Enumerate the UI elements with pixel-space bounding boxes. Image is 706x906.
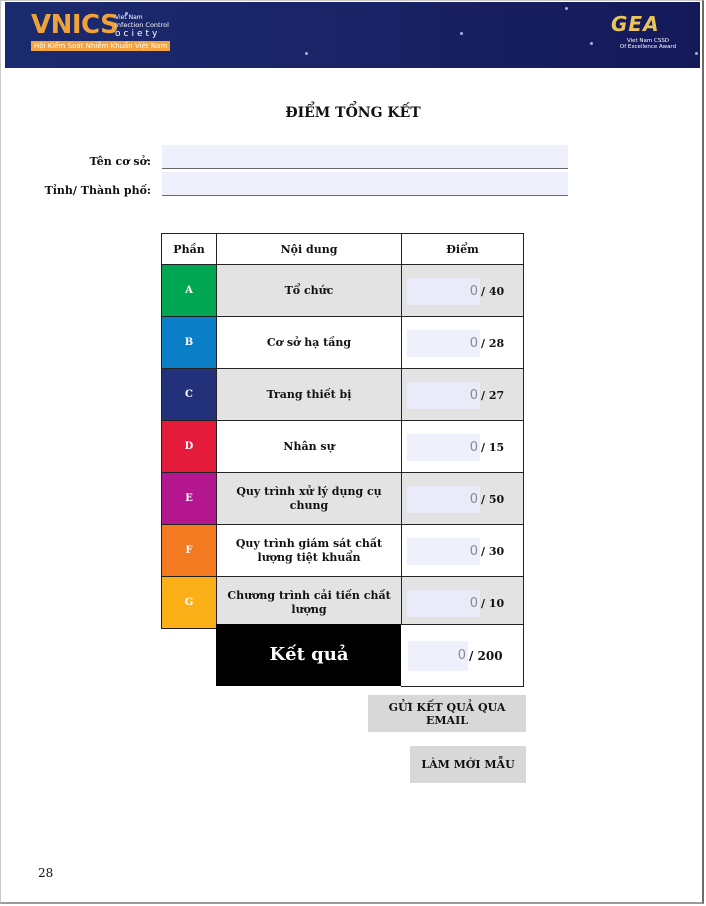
- score-cell-b: [402, 317, 524, 369]
- part-cell-f: F: [162, 525, 217, 577]
- result-score-cell: [401, 624, 524, 687]
- score-input-a[interactable]: 0: [407, 278, 480, 305]
- table-row: [162, 525, 524, 577]
- table-row: [162, 265, 524, 317]
- result-score-max: / 200: [469, 649, 503, 663]
- page-title: ĐIỂM TỔNG KẾT: [285, 105, 421, 121]
- result-label: Kết quả: [216, 624, 402, 686]
- part-cell-c: C: [162, 369, 217, 421]
- vnics-logo: [31, 10, 201, 58]
- score-input-b[interactable]: 0: [407, 330, 480, 357]
- score-cell-f: [402, 525, 524, 577]
- result-score-value: 0: [408, 641, 468, 671]
- content-cell-d: Nhân sự: [217, 421, 402, 473]
- header-part: Phần: [162, 234, 217, 265]
- star-decoration: [565, 7, 568, 10]
- content-cell-e: Quy trình xử lý dụng cụ chung: [217, 473, 402, 525]
- table-row: [162, 369, 524, 421]
- content-cell-g: Chương trình cải tiến chất lượng: [217, 577, 402, 629]
- gea-logo-name: GEA: [611, 12, 660, 36]
- content-cell-c: Trang thiết bị: [217, 369, 402, 421]
- city-input[interactable]: [162, 172, 568, 196]
- send-email-button[interactable]: GỬI KẾT QUẢ QUA EMAIL: [368, 695, 526, 732]
- table-row: [162, 317, 524, 369]
- table-header-row: [162, 234, 524, 265]
- gea-logo: [603, 12, 693, 64]
- score-max-f: / 30: [481, 545, 505, 558]
- score-max-a: / 40: [481, 285, 505, 298]
- score-input-c[interactable]: 0: [407, 382, 480, 409]
- score-cell-a: [402, 265, 524, 317]
- vnics-logo-line1: Viet Nam: [115, 14, 143, 21]
- score-input-e[interactable]: 0: [407, 486, 480, 513]
- part-cell-g: G: [162, 577, 217, 629]
- score-max-g: / 10: [481, 597, 505, 610]
- gea-logo-line1: Viet Nam CSSD: [626, 38, 670, 44]
- star-decoration: [695, 52, 698, 55]
- star-decoration: [305, 52, 308, 55]
- content-cell-a: Tổ chức: [217, 265, 402, 317]
- vnics-logo-name: VNICS: [31, 10, 119, 40]
- table-row: [162, 577, 524, 629]
- table-row: [162, 473, 524, 525]
- score-input-f[interactable]: 0: [407, 538, 480, 565]
- vnics-logo-line3: ociety: [115, 29, 161, 39]
- header-content: Nội dung: [217, 234, 402, 265]
- part-cell-e: E: [162, 473, 217, 525]
- star-decoration: [590, 42, 593, 45]
- part-cell-a: A: [162, 265, 217, 317]
- score-cell-e: [402, 473, 524, 525]
- score-max-e: / 50: [481, 493, 505, 506]
- score-max-c: / 27: [481, 389, 505, 402]
- reset-form-button[interactable]: LÀM MỚI MẪU: [410, 746, 526, 783]
- page-number: 28: [38, 866, 54, 880]
- score-input-g[interactable]: 0: [407, 590, 480, 617]
- part-cell-b: B: [162, 317, 217, 369]
- facility-label: Tên cơ sở:: [89, 155, 151, 168]
- score-cell-c: [402, 369, 524, 421]
- city-label: Tỉnh/ Thành phố:: [44, 184, 151, 197]
- star-decoration: [460, 32, 463, 35]
- vnics-logo-line2: Infection Control: [115, 21, 169, 29]
- facility-input[interactable]: [162, 145, 568, 169]
- header-banner: [5, 2, 700, 68]
- score-cell-g: [402, 577, 524, 629]
- score-input-d[interactable]: 0: [407, 434, 480, 461]
- score-max-b: / 28: [481, 337, 505, 350]
- content-cell-b: Cơ sở hạ tầng: [217, 317, 402, 369]
- score-cell-d: [402, 421, 524, 473]
- score-max-d: / 15: [481, 441, 505, 454]
- gea-logo-line2: Of Excellence Award: [619, 44, 677, 50]
- part-cell-d: D: [162, 421, 217, 473]
- table-row: [162, 421, 524, 473]
- header-score: Điểm: [402, 234, 524, 265]
- content-cell-f: Quy trình giám sát chất lượng tiệt khuẩn: [217, 525, 402, 577]
- vnics-logo-tagline: Hội Kiểm Soát Nhiễm Khuẩn Việt Nam: [31, 41, 170, 51]
- score-table: [161, 233, 524, 629]
